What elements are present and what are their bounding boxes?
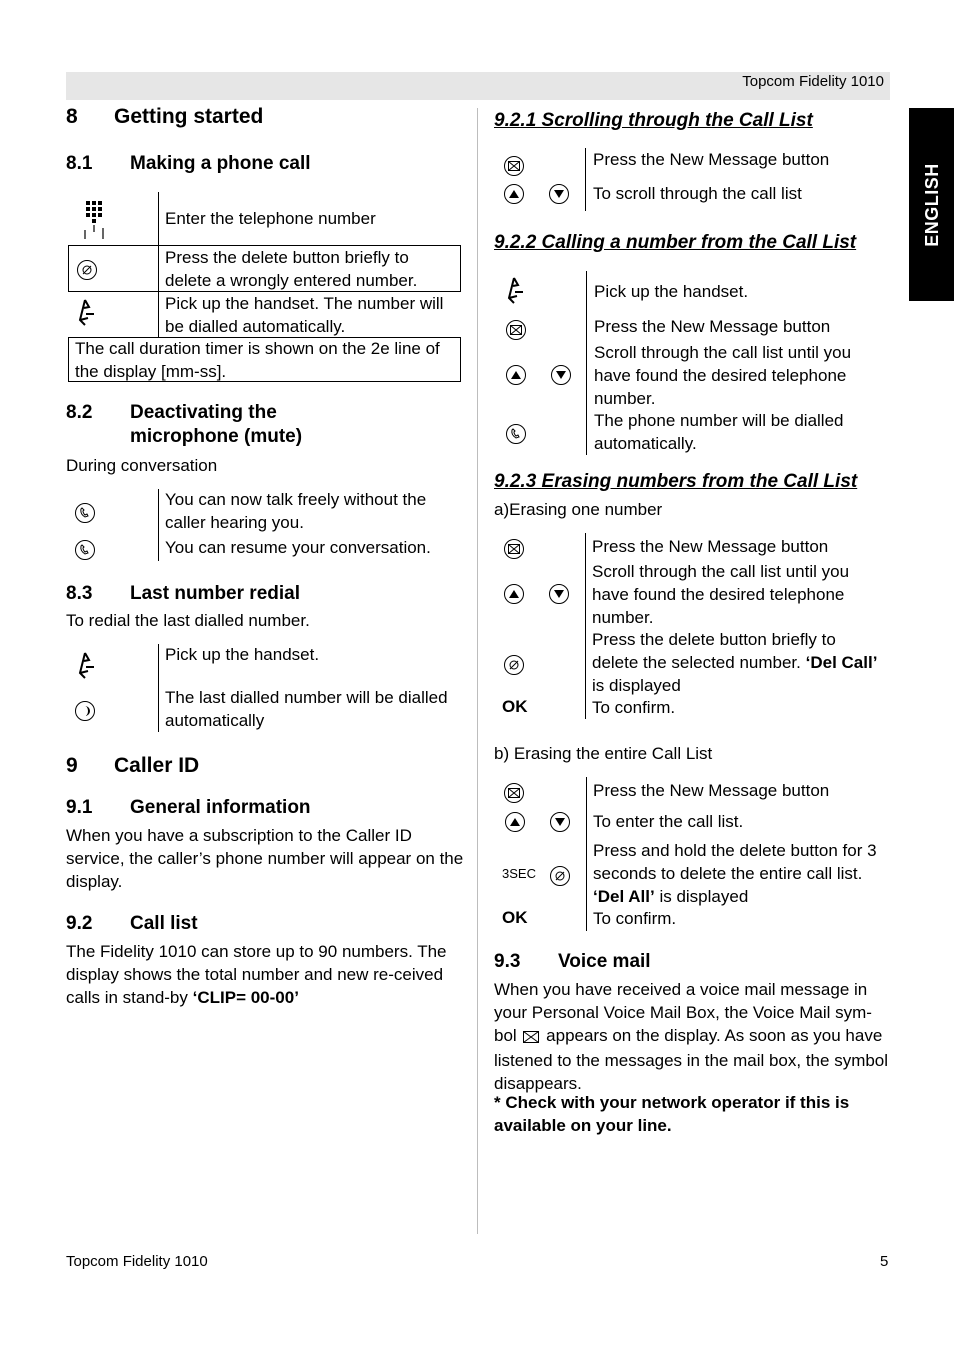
scroll-down-icon bbox=[549, 584, 569, 604]
section-number: 8.2 bbox=[66, 402, 93, 423]
mute-icon bbox=[75, 503, 95, 523]
section-body bbox=[494, 978, 892, 1095]
scroll-down-icon bbox=[550, 812, 570, 832]
row-text bbox=[592, 628, 882, 697]
row-text: Pick up the handset. The number will be dialled automatically. bbox=[165, 294, 444, 336]
handset-icon bbox=[505, 276, 525, 312]
table-line bbox=[585, 148, 586, 211]
scroll-up-icon bbox=[504, 584, 524, 604]
section-number: 9.2 bbox=[66, 913, 93, 934]
ok-key: OK bbox=[502, 908, 528, 927]
row-text: The phone number will be dialled automatically. bbox=[594, 411, 844, 453]
delete-icon bbox=[550, 866, 570, 886]
subsection-label: b) Erasing the entire Call List bbox=[494, 744, 713, 763]
row-text-main: Press the delete button briefly to delete the selected number. bbox=[592, 630, 836, 672]
row-text: Enter the telephone number bbox=[165, 209, 376, 228]
section-9-2-3-heading: 9.2.3 Erasing numbers from the Call List bbox=[494, 471, 858, 492]
table-line bbox=[158, 245, 159, 337]
row-text: Scroll through the call list until you have found the desired telephone number. bbox=[592, 562, 850, 627]
voicemail-envelope-icon bbox=[523, 1026, 539, 1049]
row-text-bold: ‘Del Call’ bbox=[805, 653, 878, 672]
section-9-2-1-heading: 9.2.1 Scrolling through the Call List bbox=[494, 110, 813, 131]
row-text: Press the New Message button bbox=[593, 150, 830, 169]
table-line bbox=[585, 533, 586, 719]
section-title: General information bbox=[130, 797, 311, 818]
section-number: 9.1 bbox=[66, 797, 93, 818]
section-number: 8 bbox=[66, 105, 78, 128]
delete-icon bbox=[504, 655, 524, 675]
delete-icon bbox=[77, 260, 97, 280]
scroll-down-icon bbox=[549, 184, 569, 204]
row-text-tail: is displayed bbox=[659, 887, 749, 906]
row-text: To enter the call list. bbox=[593, 812, 744, 831]
handset-icon bbox=[76, 651, 96, 687]
scroll-up-icon bbox=[504, 184, 524, 204]
section-intro: During conversation bbox=[66, 456, 218, 475]
section-title: Getting started bbox=[114, 105, 264, 128]
row-text: The last dialled number will be dialled automatically bbox=[165, 688, 448, 730]
section-title: Caller ID bbox=[114, 754, 200, 777]
language-tab bbox=[909, 108, 954, 301]
row-text: Press the New Message button bbox=[592, 537, 829, 556]
section-8-3-heading bbox=[66, 582, 300, 606]
row-text-main: Press and hold the delete button for 3 seconds to delete the entire call list. bbox=[593, 841, 877, 883]
section-intro: To redial the last dialled number. bbox=[66, 611, 310, 630]
scroll-up-icon bbox=[506, 365, 526, 385]
row-text: Pick up the handset. bbox=[594, 282, 749, 301]
handset-icon bbox=[76, 298, 96, 334]
section-number: 8.3 bbox=[66, 583, 93, 604]
envelope-icon bbox=[504, 156, 524, 176]
row-text: Scroll through the call list until you have found the desired telephone number. bbox=[594, 343, 852, 408]
row-text: To scroll through the call list bbox=[593, 184, 802, 203]
table-line bbox=[586, 777, 587, 931]
section-number: 9 bbox=[66, 754, 78, 777]
body-text: When you have received a voice mail message in your Personal Voice Mail Box, the Voice Mail sym-bol bbox=[494, 980, 872, 1045]
row-text: Press the New Message button bbox=[594, 317, 831, 336]
body-text: appears on the display. As soon as you have listened to the messages in the mail box, the symbol disappears. bbox=[494, 1026, 889, 1093]
table-line bbox=[158, 644, 159, 732]
section-9-2-2-heading: 9.2.2 Calling a number from the Call List bbox=[494, 232, 857, 253]
keypad-icon bbox=[83, 200, 105, 246]
section-9-2-heading bbox=[66, 912, 198, 936]
envelope-icon bbox=[506, 320, 526, 340]
table-line bbox=[158, 489, 159, 561]
section-8-1-heading bbox=[66, 152, 311, 176]
row-text: Pick up the handset. bbox=[165, 645, 320, 664]
footer-title: Topcom Fidelity 1010 bbox=[66, 1253, 208, 1270]
row-text: The call duration timer is shown on the 2e line of the display [mm-ss]. bbox=[75, 339, 440, 381]
section-title: Call list bbox=[130, 913, 198, 934]
header-title: Topcom Fidelity 1010 bbox=[742, 73, 884, 90]
scroll-down-icon bbox=[551, 365, 571, 385]
body-bold: ‘CLIP= 00-00’ bbox=[192, 988, 299, 1007]
section-8-2-heading bbox=[66, 401, 466, 449]
section-9-3-heading bbox=[494, 950, 651, 974]
page-number: 5 bbox=[880, 1253, 889, 1270]
section-title: Last number redial bbox=[130, 583, 300, 604]
section-9-1-heading bbox=[66, 796, 311, 820]
section-body bbox=[66, 940, 466, 1009]
three-seconds-label: 3SEC bbox=[502, 866, 536, 881]
language-tab-label: ENGLISH bbox=[921, 162, 942, 247]
section-number: 9.3 bbox=[494, 951, 521, 972]
envelope-icon bbox=[504, 783, 524, 803]
talk-icon bbox=[506, 424, 526, 444]
scroll-up-icon bbox=[505, 812, 525, 832]
row-text: To confirm. bbox=[593, 909, 677, 928]
row-text: Press the New Message button bbox=[593, 781, 830, 800]
redial-icon bbox=[75, 701, 95, 721]
row-text bbox=[593, 839, 888, 908]
body-text: The Fidelity 1010 can store up to 90 numbers. The display shows the total number and new re-ceived calls in stand-by bbox=[66, 942, 447, 1007]
row-text-tail: is displayed bbox=[592, 676, 681, 695]
section-9-heading bbox=[66, 753, 199, 779]
ok-key: OK bbox=[502, 697, 528, 716]
availability-note: * Check with your network operator if this is available on your line. bbox=[494, 1093, 850, 1135]
subsection-label: a)Erasing one number bbox=[494, 500, 663, 519]
row-text: Press the delete button briefly to delete a wrongly entered number. bbox=[165, 248, 418, 290]
section-body: When you have a subscription to the Caller ID service, the caller’s phone number will appear on the display. bbox=[66, 826, 464, 891]
row-text: You can now talk freely without the caller hearing you. bbox=[165, 490, 427, 532]
section-number: 8.1 bbox=[66, 153, 93, 174]
envelope-icon bbox=[504, 539, 524, 559]
section-title: Deactivating the microphone (mute) bbox=[130, 402, 303, 447]
section-title: Making a phone call bbox=[130, 153, 311, 174]
column-divider bbox=[477, 108, 478, 1234]
mute-icon bbox=[75, 540, 95, 560]
table-line bbox=[158, 192, 159, 245]
row-text: To confirm. bbox=[592, 698, 676, 717]
section-title: Voice mail bbox=[558, 951, 651, 972]
row-text: You can resume your conversation. bbox=[165, 538, 431, 557]
row-text-bold: ‘Del All’ bbox=[593, 887, 655, 906]
table-line bbox=[586, 271, 587, 455]
section-8-heading bbox=[66, 104, 263, 130]
